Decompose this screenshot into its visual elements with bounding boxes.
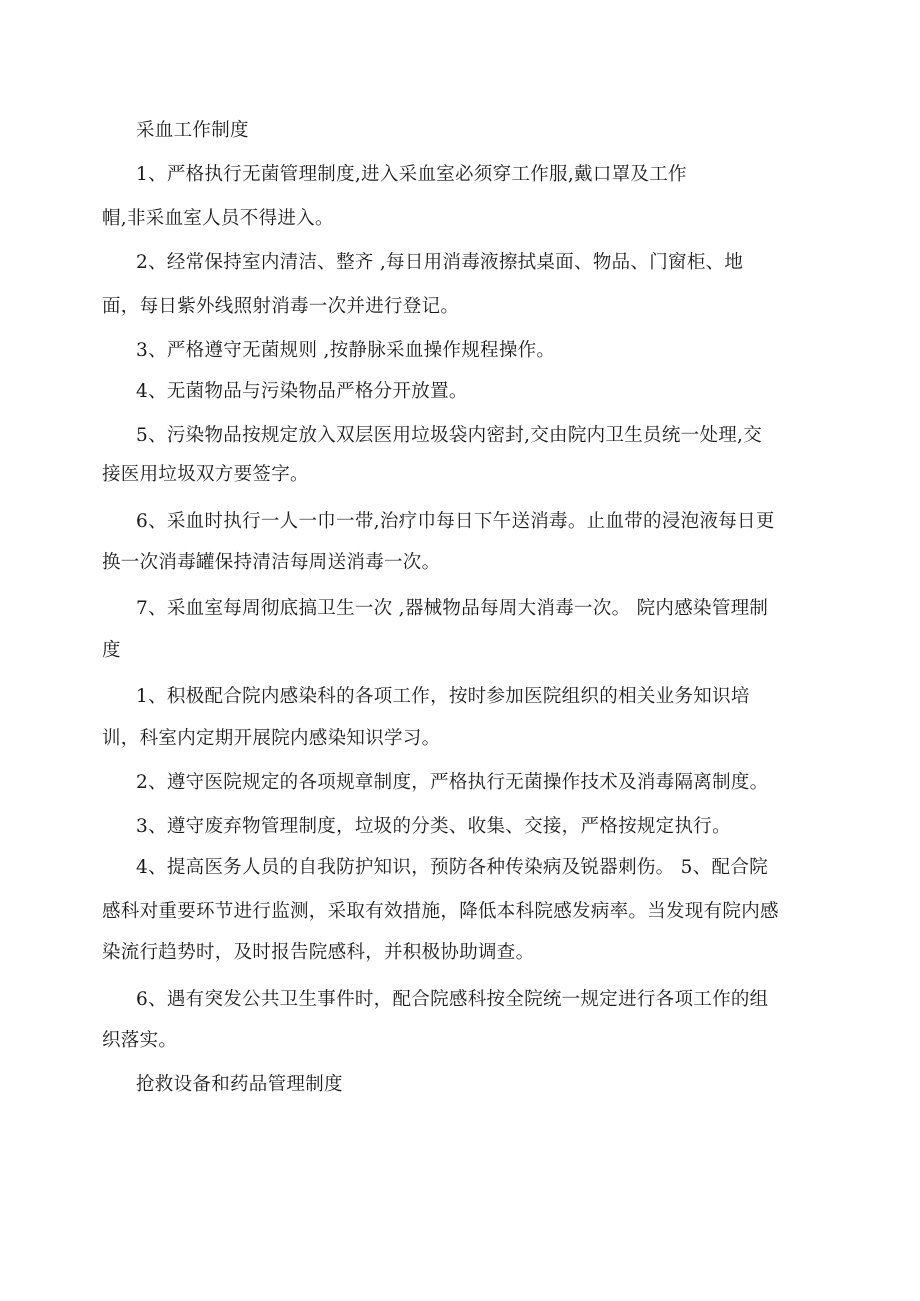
text-line: 7、采血室每周彻底搞卫生一次 ,器械物品每周大消毒一次。 院内感染管理制 <box>136 598 769 619</box>
text-line: 换一次消毒罐保持清洁每周送消毒一次。 <box>102 552 441 573</box>
section-title-blood-collection: 采血工作制度 <box>136 120 249 141</box>
text-line: 1、严格执行无菌管理制度,进入采血室必须穿工作服,戴口罩及工作 <box>136 164 687 185</box>
text-line: 织落实。 <box>102 1030 178 1051</box>
text-line: 度 <box>102 640 121 661</box>
text-line: 感科对重要环节进行监测，采取有效措施，降低本科院感发病率。当发现有院内感 <box>102 901 779 922</box>
text-line: 5、污染物品按规定放入双层医用垃圾袋内密封,交由院内卫生员统一处理,交 <box>136 425 763 446</box>
text-line: 3、遵守废弃物管理制度，垃圾的分类、收集、交接，严格按规定执行。 <box>136 816 731 837</box>
text-line: 6、采血时执行一人一巾一带,治疗巾每日下午送消毒。止血带的浸泡液每日更 <box>136 511 775 532</box>
text-line: 6、遇有突发公共卫生事件时，配合院感科按全院统一规定进行各项工作的组 <box>136 989 769 1010</box>
text-line: 4、提高医务人员的自我防护知识，预防各种传染病及锐器刺伤。 5、配合院 <box>136 857 768 878</box>
text-line: 训，科室内定期开展院内感染知识学习。 <box>102 728 441 749</box>
text-line: 2、经常保持室内清洁、整齐 ,每日用消毒液擦拭桌面、物品、门窗柜、地 <box>136 252 744 273</box>
text-line: 2、遵守医院规定的各项规章制度，严格执行无菌操作技术及消毒隔离制度。 <box>136 772 769 793</box>
text-line: 接医用垃圾双方要签字。 <box>102 464 309 485</box>
text-line: 3、严格遵守无菌规则 ,按静脉采血操作规程操作。 <box>136 340 556 361</box>
text-line: 1、积极配合院内感染科的各项工作，按时参加医院组织的相关业务知识培 <box>136 686 750 707</box>
text-line: 帽,非采血室人员不得进入。 <box>102 208 334 229</box>
section-title-rescue-equipment: 抢救设备和药品管理制度 <box>136 1074 343 1095</box>
text-line: 染流行趋势时，及时报告院感科，并积极协助调查。 <box>102 942 535 963</box>
text-line: 面，每日紫外线照射消毒一次并进行登记。 <box>102 296 460 317</box>
text-line: 4、无菌物品与污染物品严格分开放置。 <box>136 381 468 402</box>
